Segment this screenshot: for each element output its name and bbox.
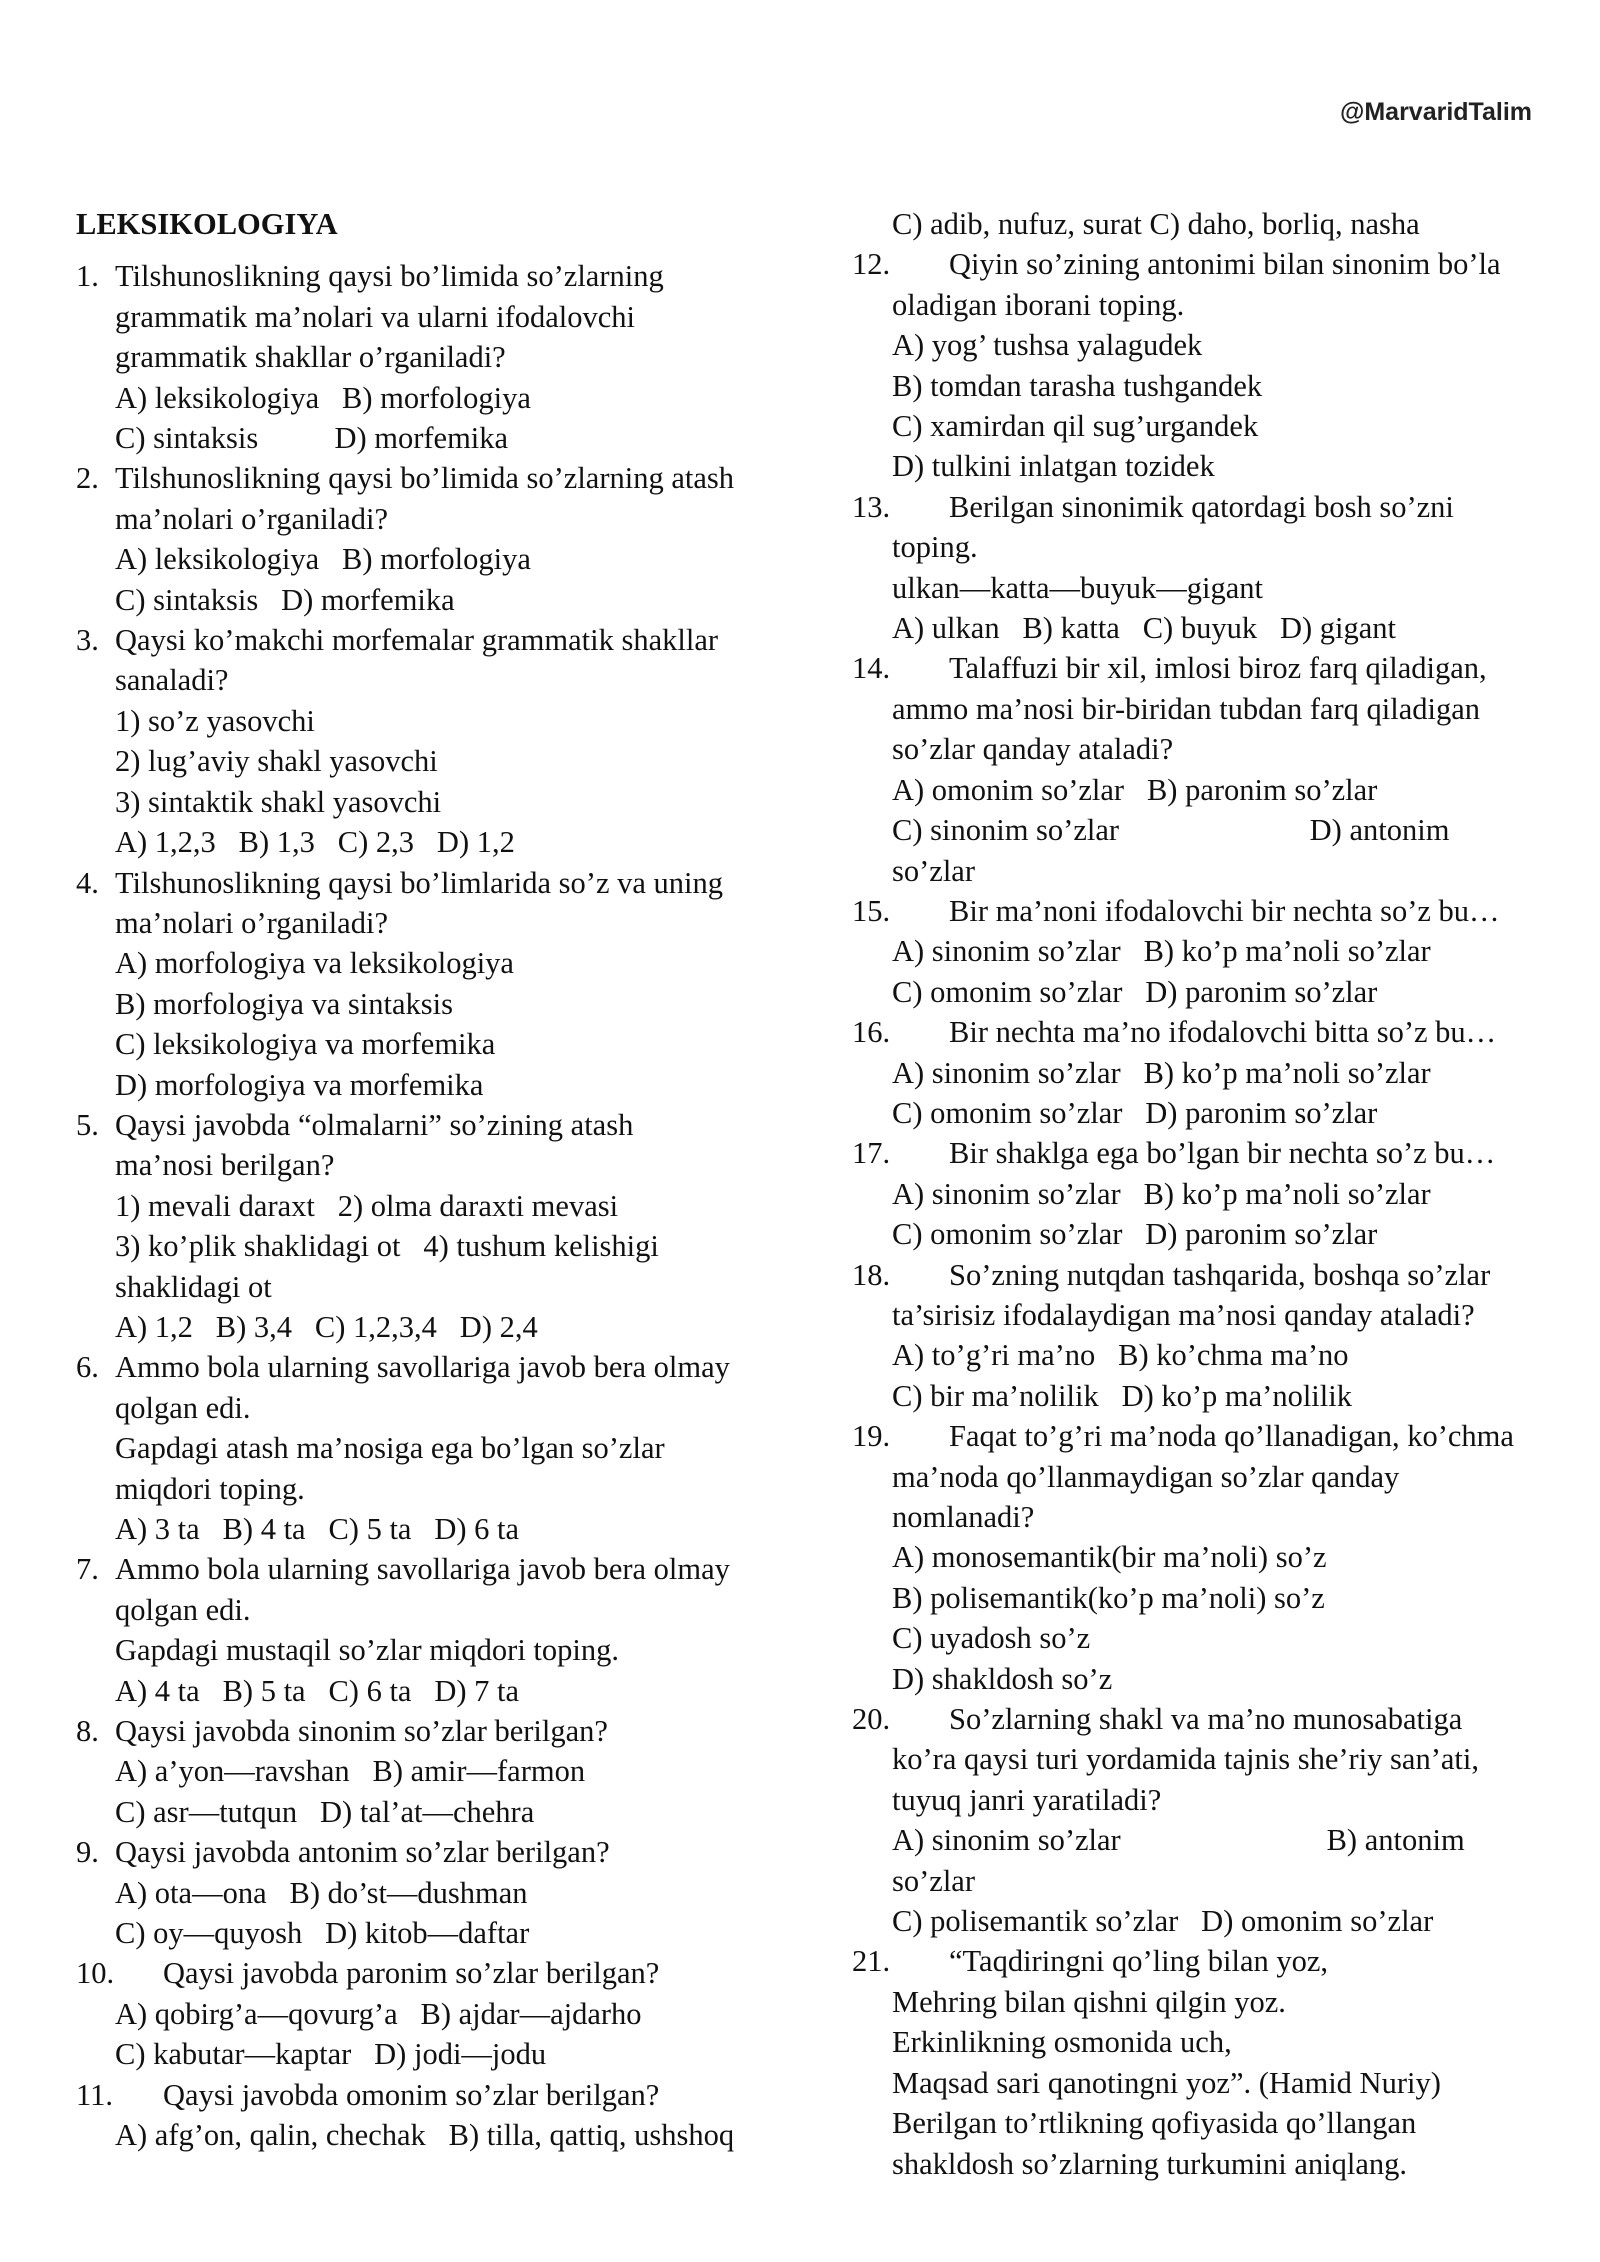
answer-option: C) omonim so’zlar D) paronim so’zlar [892, 1217, 1378, 1252]
answer-option: Berilgan to’rtlikning qofiyasida qo’llangan shakldosh so’zlarning turkumini aniqlang. [892, 2106, 1424, 2181]
question-number: 3. [76, 623, 99, 658]
question-number: 9. [76, 1835, 99, 1870]
answer-option: ulkan—katta—buyuk—gigant [892, 570, 1264, 605]
question-2 [76, 458, 742, 620]
answer-option: B) polisemantik(ko’p ma’noli) so’z [892, 1580, 1325, 1615]
question-number: 4. [76, 865, 99, 900]
page-title: LEKSIKOLOGIYA [76, 207, 338, 241]
question-4 [76, 863, 736, 1105]
question-text: So’zning nutqdan tashqarida, boshqa so’zlar ta’sirisiz ifodalaydigan ma’nosi qanday ataladi? [892, 1257, 1498, 1332]
answer-option: D) morfologiya va morfemika [115, 1067, 484, 1102]
answer-option: 3) ko’plik shaklidagi ot 4) tushum kelishigi shaklidagi ot [115, 1229, 667, 1304]
question-text: Faqat to’g’ri ma’noda qo’llanadigan, ko’chma ma’noda qo’llanmaydigan so’zlar qanday nomlanadi? [892, 1419, 1522, 1534]
question-number: 19. [852, 1419, 891, 1454]
question-number: 21. [852, 1944, 891, 1979]
answer-option: A) to’g’ri ma’no B) ko’chma ma’no [892, 1338, 1349, 1373]
question-14 [852, 648, 1532, 890]
question-19 [852, 1416, 1532, 1699]
answer-option: Mehring bilan qishni qilgin yoz. [892, 1984, 1286, 2019]
right-question-list [852, 244, 1532, 2184]
question-text: Qaysi javobda antonim so’zlar berilgan? [115, 1835, 610, 1870]
question-text: Bir shaklga ega bo’lgan bir nechta so’z bu… [949, 1136, 1496, 1171]
answer-option: C) sintaksis D) morfemika [115, 421, 509, 456]
question-18 [852, 1255, 1532, 1417]
question-11 [76, 2075, 736, 2156]
answer-option: Gapdagi mustaqil so’zlar miqdori toping. [115, 1633, 620, 1668]
question-text: Tilshunoslikning qaysi bo’limida so’zlarning grammatik ma’nolari va ularni ifodalovchi grammatik shakllar o’rganiladi? [115, 259, 672, 375]
answer-option: C) sinonim so’zlar D) antonim so’zlar [892, 813, 1458, 888]
question-number: 13. [852, 489, 891, 524]
answer-option: A) yog’ tushsa yalagudek [892, 328, 1203, 363]
question-text: “Taqdiringni qo’ling bilan yoz, [949, 1944, 1329, 1979]
answer-option: A) 1,2,3 B) 1,3 C) 2,3 D) 1,2 [115, 825, 515, 860]
answer-option: A) afg’on, qalin, chechak B) tilla, qattiq, ushshoq [115, 2118, 735, 2153]
question-text: Ammo bola ularning savollariga javob bera olmay qolgan edi. [115, 1350, 738, 1425]
question-text: Qaysi javobda paronim so’zlar berilgan? [163, 1956, 660, 1991]
answer-option: 1) so’z yasovchi [115, 703, 315, 738]
question-text: Ammo bola ularning savollariga javob bera olmay qolgan edi. [115, 1552, 738, 1627]
question-text: Qaysi javobda omonim so’zlar berilgan? [163, 2077, 660, 2112]
answer-option: B) morfologiya va sintaksis [115, 986, 454, 1021]
answer-option: A) leksikologiya B) morfologiya [115, 380, 531, 415]
left-column [76, 204, 742, 2156]
question-15 [852, 891, 1532, 1012]
answer-option: A) monosemantik(bir ma’noli) so’z [892, 1540, 1327, 1575]
question-text: Talaffuzi bir xil, imlosi biroz farq qiladigan, ammo ma’nosi bir-biridan tubdan farq qiladigan so’zlar qanday ataladi? [892, 651, 1495, 767]
question-number: 2. [76, 461, 99, 496]
right-column [852, 204, 1532, 2184]
question-number: 20. [852, 1702, 891, 1737]
question-12 [852, 244, 1532, 486]
question-21 [852, 1941, 1532, 2183]
answer-option: C) leksikologiya va morfemika [115, 1027, 496, 1062]
question-3 [76, 620, 736, 862]
answer-option: C) polisemantik so’zlar D) omonim so’zlar [892, 1904, 1434, 1939]
answer-option: A) sinonim so’zlar B) antonim so’zlar [892, 1823, 1473, 1898]
answer-option: A) 4 ta B) 5 ta C) 6 ta D) 7 ta [115, 1673, 520, 1708]
answer-option: C) kabutar—kaptar D) jodi—jodu [115, 2037, 547, 2072]
answer-option: 2) lug’aviy shakl yasovchi [115, 744, 438, 779]
question-number: 10. [76, 1956, 115, 1991]
answer-option: 3) sintaktik shakl yasovchi [115, 784, 442, 819]
question-number: 18. [852, 1257, 891, 1292]
answer-option: C) omonim so’zlar D) paronim so’zlar [892, 1095, 1378, 1130]
answer-option: A) ulkan B) katta C) buyuk D) gigant [892, 611, 1397, 646]
answer-option: C) bir ma’nolilik D) ko’p ma’nolilik [892, 1378, 1352, 1413]
answer-option: A) morfologiya va leksikologiya [115, 946, 514, 981]
question-number: 12. [852, 247, 891, 282]
answer-option: A) a’yon—ravshan B) amir—farmon [115, 1754, 586, 1789]
question-number: 7. [76, 1552, 99, 1587]
question-text: Bir nechta ma’no ifodalovchi bitta so’z bu… [949, 1015, 1497, 1050]
question-number: 5. [76, 1107, 99, 1142]
question-text: Tilshunoslikning qaysi bo’limida so’zlarning atash ma’nolari o’rganiladi? [115, 461, 742, 536]
left-question-list [76, 256, 742, 2155]
question-text: Bir ma’noni ifodalovchi bir nechta so’z bu… [949, 893, 1500, 928]
question-7 [76, 1549, 736, 1711]
question-9 [76, 1832, 736, 1953]
question-number: 11. [76, 2077, 113, 2112]
question-13 [852, 487, 1532, 649]
answer-option: A) sinonim so’zlar B) ko’p ma’noli so’zlar [892, 934, 1431, 969]
answer-option: A) sinonim so’zlar B) ko’p ma’noli so’zlar [892, 1055, 1431, 1090]
answer-option: D) shakldosh so’z [892, 1661, 1113, 1696]
question-20 [852, 1699, 1532, 1941]
question-text: So’zlarning shakl va ma’no munosabatiga ko’ra qaysi turi yordamida tajnis she’riy san’ati, tuyuq janri yaratiladi? [892, 1702, 1487, 1817]
answer-option: D) tulkini inlatgan tozidek [892, 449, 1215, 484]
question-number: 8. [76, 1714, 99, 1749]
answer-option: C) sintaksis D) morfemika [115, 582, 455, 617]
question-text: Qaysi ko’makchi morfemalar grammatik shakllar sanaladi? [115, 623, 726, 698]
question-text: Berilgan sinonimik qatordagi bosh so’zni toping. [892, 489, 1462, 565]
answer-option: A) sinonim so’zlar B) ko’p ma’noli so’zlar [892, 1176, 1431, 1211]
question-1 [76, 256, 736, 458]
question-8 [76, 1711, 736, 1832]
answer-option: C) xamirdan qil sug’urgandek [892, 409, 1259, 444]
answer-option: Erkinlikning osmonida uch, [892, 2025, 1232, 2060]
question-5 [76, 1105, 736, 1347]
question-number: 14. [852, 651, 891, 686]
answer-option: A) omonim so’zlar B) paronim so’zlar [892, 772, 1378, 807]
answer-option: C) asr—tutqun D) tal’at—chehra [115, 1794, 535, 1829]
watermark: @MarvaridTalim [1339, 98, 1532, 126]
question-number: 1. [76, 259, 99, 294]
answer-option: 1) mevali daraxt 2) olma daraxti mevasi [115, 1188, 619, 1223]
question-text: Tilshunoslikning qaysi bo’limlarida so’z va uning ma’nolari o’rganiladi? [115, 865, 731, 940]
answer-option: A) qobirg’a—qovurg’a B) ajdar—ajdarho [115, 1996, 642, 2031]
question-text: Qaysi javobda “olmalarni” so’zining atash ma’nosi berilgan? [115, 1107, 641, 1183]
answer-option: Gapdagi atash ma’nosiga ega bo’lgan so’zlar miqdori toping. [115, 1431, 673, 1506]
answer-option: C) oy—quyosh D) kitob—daftar [115, 1916, 530, 1951]
question-number: 6. [76, 1350, 99, 1385]
question-10 [76, 1953, 736, 2074]
answer-option: A) 3 ta B) 4 ta C) 5 ta D) 6 ta [115, 1512, 520, 1546]
answer-option: B) tomdan tarasha tushgandek [892, 368, 1263, 403]
question-number: 16. [852, 1015, 891, 1050]
question-number: 15. [852, 893, 891, 928]
question-6 [76, 1347, 736, 1549]
answer-option: C) omonim so’zlar D) paronim so’zlar [892, 974, 1378, 1009]
answer-option: A) ota—ona B) do’st—dushman [115, 1875, 528, 1910]
question-17 [852, 1133, 1532, 1254]
answer-option: C) uyadosh so’z [892, 1621, 1091, 1656]
question-text: Qiyin so’zining antonimi bilan sinonim bo’la oladigan iborani toping. [892, 247, 1509, 322]
question-text: Qaysi javobda sinonim so’zlar berilgan? [115, 1714, 608, 1749]
question-16 [852, 1012, 1532, 1133]
continuation-options: C) adib, nufuz, surat C) daho, borliq, nasha [892, 207, 1420, 241]
answer-option: A) 1,2 B) 3,4 C) 1,2,3,4 D) 2,4 [115, 1309, 538, 1344]
answer-option: A) leksikologiya B) morfologiya [115, 542, 531, 577]
answer-option: Maqsad sari qanotingni yoz”. (Hamid Nuriy) [892, 2065, 1441, 2100]
question-number: 17. [852, 1136, 891, 1171]
